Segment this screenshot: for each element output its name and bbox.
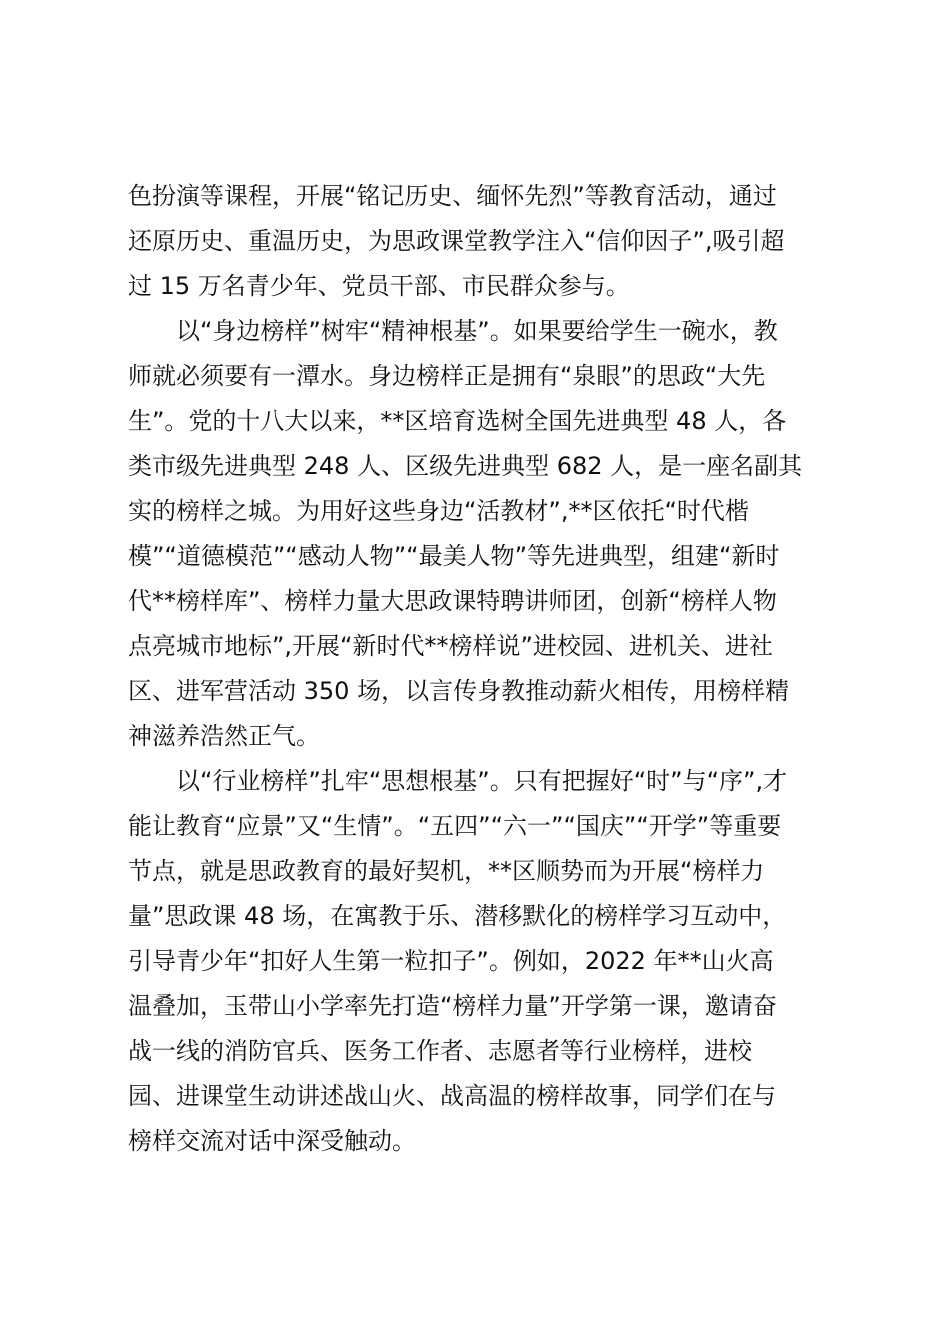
text-line: 点亮城市地标”,开展“新时代**榜样说”进校园、进机关、进社 [128, 632, 773, 660]
text-line: 类市级先进典型 248 人、区级先进典型 682 人，是一座名副其 [128, 452, 803, 480]
text-line: 还原历史、重温历史，为思政课堂教学注入“信仰因子”,吸引超 [128, 227, 785, 255]
text-line: 实的榜样之城。为用好这些身边“活教材”,**区依托“时代楷 [128, 497, 749, 525]
text-line: 以“身边榜样”树牢“精神根基”。如果要给学生一碗水，教 [176, 317, 778, 345]
text-line: 区、进军营活动 350 场，以言传身教推动薪火相传，用榜样精 [128, 677, 790, 705]
text-line: 生”。党的十八大以来，**区培育选树全国先进典型 48 人，各 [128, 407, 787, 435]
text-line: 神滋养浩然正气。 [128, 722, 320, 750]
text-line: 战一线的消防官兵、医务工作者、志愿者等行业榜样，进校 [128, 1037, 752, 1065]
text-line: 以“行业榜样”扎牢“思想根基”。只有把握好“时”与“序”,才 [176, 767, 788, 795]
text-line: 能让教育“应景”又“生情”。“五四”“六一”“国庆”“开学”等重要 [128, 812, 782, 840]
paragraph-3 [128, 759, 848, 1164]
paragraph-1 [128, 174, 848, 309]
document-body [128, 174, 848, 1164]
text-line: 代**榜样库”、榜样力量大思政课特聘讲师团，创新“榜样人物 [128, 587, 777, 615]
text-line: 过 15 万名青少年、党员干部、市民群众参与。 [128, 272, 630, 300]
text-line: 引导青少年“扣好人生第一粒扣子”。例如，2022 年**山火高 [128, 947, 774, 975]
text-line: 量”思政课 48 场，在寓教于乐、潜移默化的榜样学习互动中， [128, 902, 787, 930]
text-line: 榜样交流对话中深受触动。 [128, 1127, 416, 1155]
text-line: 节点，就是思政教育的最好契机，**区顺势而为开展“榜样力 [128, 857, 765, 885]
text-line: 色扮演等课程，开展“铭记历史、缅怀先烈”等教育活动，通过 [128, 182, 777, 210]
paragraph-2 [128, 309, 848, 759]
text-line: 温叠加，玉带山小学率先打造“榜样力量”开学第一课，邀请奋 [128, 992, 777, 1020]
text-line: 师就必须要有一潭水。身边榜样正是拥有“泉眼”的思政“大先 [128, 362, 766, 390]
text-line: 园、进课堂生动讲述战山火、战高温的榜样故事，同学们在与 [128, 1082, 776, 1110]
text-line: 模”“道德模范”“感动人物”“最美人物”等先进典型，组建“新时 [128, 542, 780, 570]
